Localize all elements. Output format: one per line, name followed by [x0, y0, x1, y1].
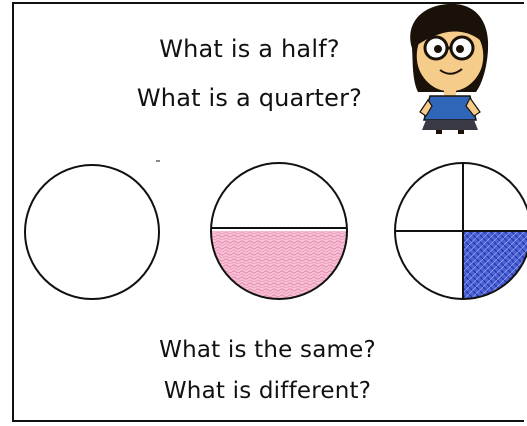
- question-half: What is a half?: [159, 35, 340, 63]
- quarters-circle: [395, 163, 527, 301]
- half-shaded-region: [211, 231, 347, 300]
- whole-circle: [25, 165, 159, 299]
- question-same: What is the same?: [159, 337, 376, 363]
- halves-circle: [211, 163, 347, 300]
- stray-mark: [156, 160, 160, 162]
- question-quarter: What is a quarter?: [136, 84, 363, 112]
- girl-with-glasses-icon: [410, 4, 488, 134]
- question-different: What is different?: [163, 378, 372, 404]
